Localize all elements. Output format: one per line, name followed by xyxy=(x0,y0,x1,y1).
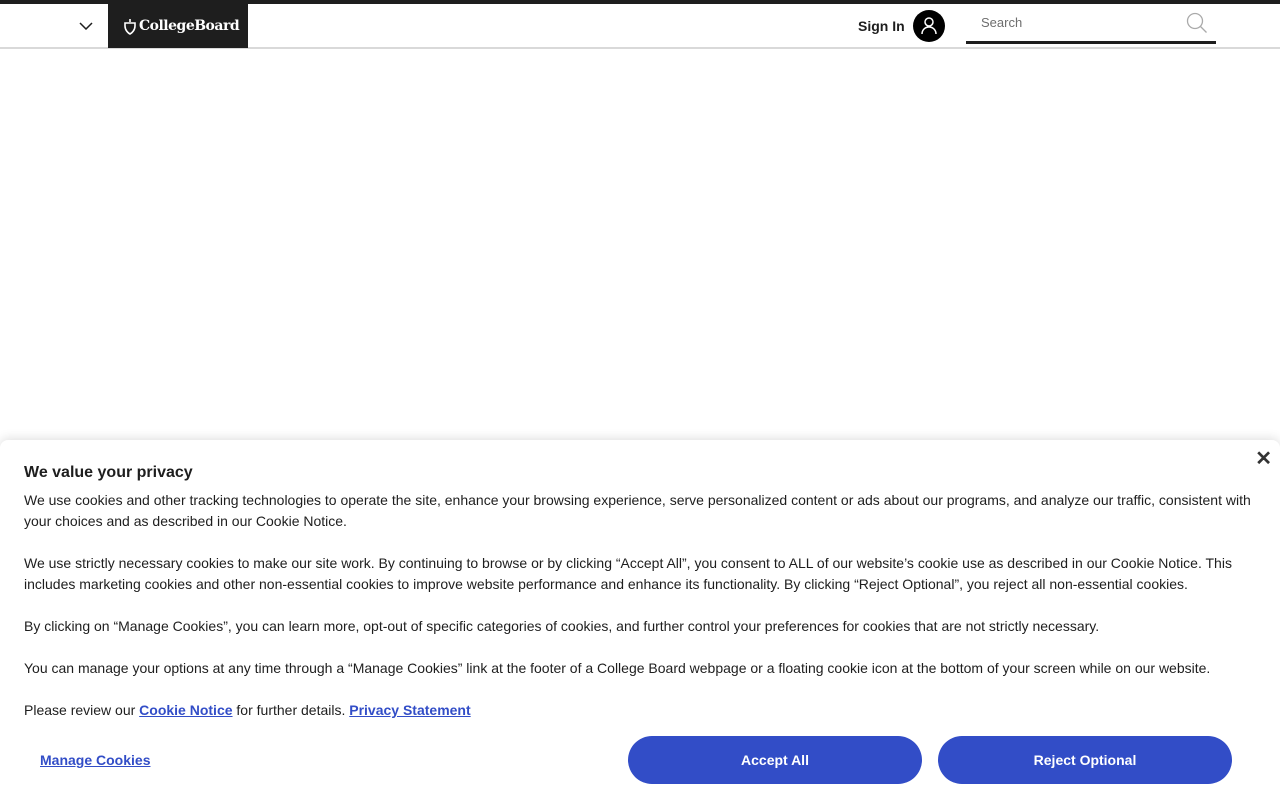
banner-body xyxy=(24,490,1259,742)
banner-paragraph-1: We use cookies and other tracking technologies to operate the site, enhance your browsing experience, serve personalized content or ads about our programs, and analyze our traffic, consistent with your choices and as described in our Cookie Notice. xyxy=(24,492,1251,529)
banner-title: We value your privacy xyxy=(24,464,193,481)
close-icon[interactable]: ✕ xyxy=(1255,448,1272,470)
search-box xyxy=(966,4,1216,44)
chevron-down-icon xyxy=(79,22,93,30)
privacy-statement-link[interactable]: Privacy Statement xyxy=(349,702,471,718)
accept-all-button[interactable]: Accept All xyxy=(628,736,922,784)
user-icon xyxy=(913,10,945,42)
banner-paragraph-4: You can manage your options at any time through a “Manage Cookies” link at the footer of a College Board webpage or a floating cookie icon at the bottom of your screen while on our website. xyxy=(24,660,1211,676)
logo-text: CollegeBoard xyxy=(139,18,240,34)
banner-paragraph-2: We use strictly necessary cookies to make our site work. By continuing to browse or by clicking “Accept All”, you consent to ALL of our website’s cookie use as described in our Cookie Notice. This includes marketing cookies and other non-essential cookies to improve website performance and enhance its functionality. By clicking “Reject Optional”, you reject all non-essential cookies. xyxy=(24,555,1232,592)
reject-optional-button[interactable]: Reject Optional xyxy=(938,736,1232,784)
search-icon[interactable] xyxy=(1186,12,1208,34)
cookie-consent-banner xyxy=(0,440,1280,800)
manage-cookies-link[interactable]: Manage Cookies xyxy=(40,752,151,768)
sign-in-label: Sign In xyxy=(858,18,905,34)
menu-toggle-button[interactable] xyxy=(66,4,106,48)
cookie-notice-link[interactable]: Cookie Notice xyxy=(139,702,233,718)
collegeboard-logo[interactable] xyxy=(108,4,248,48)
acorn-icon xyxy=(123,18,137,35)
site-header xyxy=(0,4,1280,49)
sign-in-button[interactable] xyxy=(858,10,945,42)
review-text: Please review our xyxy=(24,702,140,718)
banner-paragraph-3: By clicking on “Manage Cookies”, you can learn more, opt-out of specific categories of cookies, and further control your preferences for cookies that are not strictly necessary. xyxy=(24,618,1100,634)
banner-paragraph-5 xyxy=(24,700,1259,721)
further-details-text: for further details. xyxy=(232,702,350,718)
search-input[interactable] xyxy=(966,4,1166,41)
